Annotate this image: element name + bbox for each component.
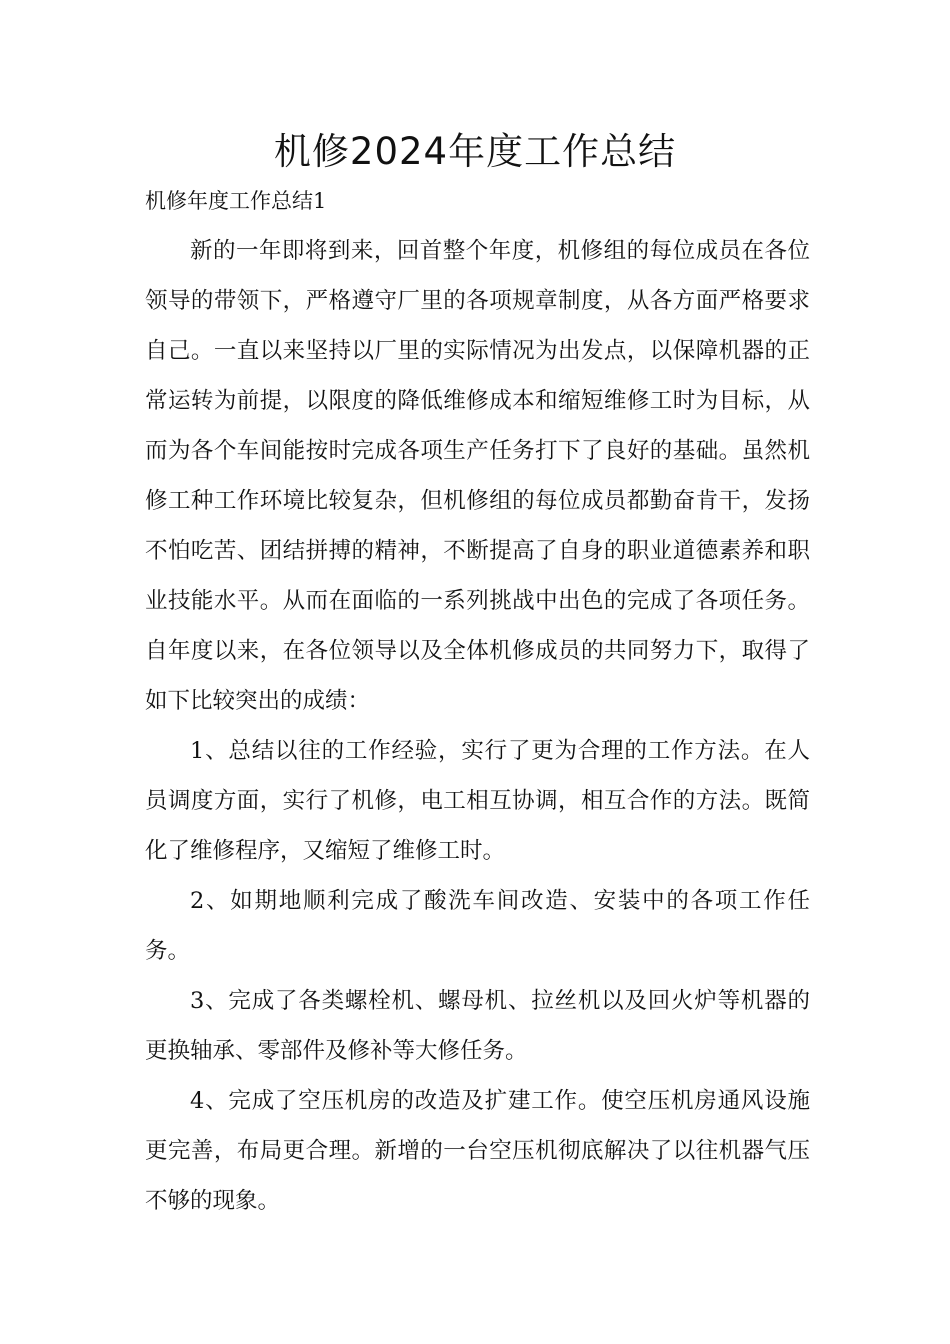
document-title: 机修2024年度工作总结 [273,130,677,173]
section-subtitle: 机修年度工作总结1 [145,189,327,213]
paragraph-intro: 新的一年即将到来，回首整个年度，机修组的每位成员在各位领导的带领下，严格遵守厂里的各项规章制度，从各方面严格要求自己。一直以来坚持以厂里的实际情况为出发点，以保障机器的正常运转为前提，以限度的降低维修成本和缩短维修工时为目标，从而为各个车间能按时完成各项生产任务打下了良好的基础。虽然机修工种工作环境比较复杂，但机修组的每位成员都勤奋肯干，发扬不怕吃苦、团结拼搏的精神，不断提高了自身的职业道德素养和职业技能水平。从而在面临的一系列挑战中出色的完成了各项任务。自年度以来，在各位领导以及全体机修成员的共同努力下，取得了如下比较突出的成绩： [145,238,810,714]
paragraph-item-2: 2、如期地顺利完成了酸洗车间改造、安装中的各项工作任务。 [145,888,810,964]
paragraph-item-1: 1、总结以往的工作经验，实行了更为合理的工作方法。在人员调度方面，实行了机修，电工相互协调，相互合作的方法。既简化了维修程序，又缩短了维修工时。 [145,738,810,864]
paragraph-item-3: 3、完成了各类螺栓机、螺母机、拉丝机以及回火炉等机器的更换轴承、零部件及修补等大修任务。 [145,988,810,1064]
paragraph-item-4: 4、完成了空压机房的改造及扩建工作。使空压机房通风设施更完善，布局更合理。新增的一台空压机彻底解决了以往机器气压不够的现象。 [145,1088,810,1214]
